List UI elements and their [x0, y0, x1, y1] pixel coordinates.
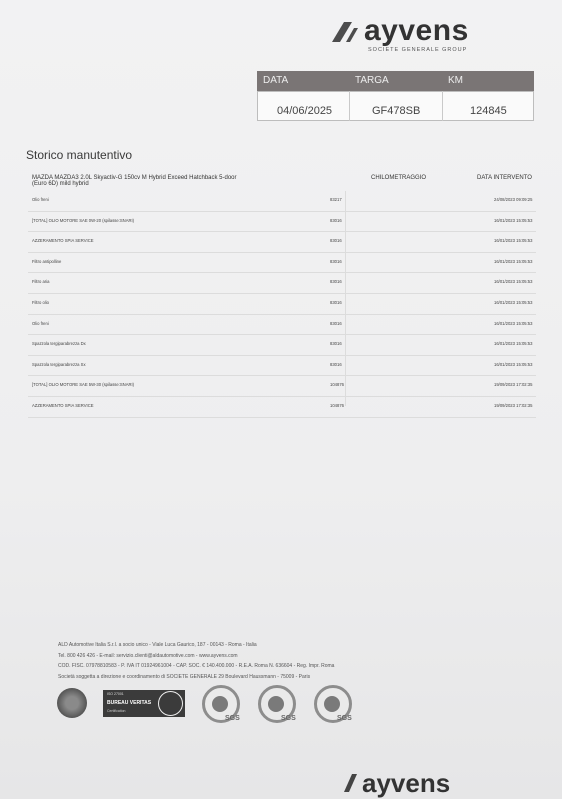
row-km: 83016: [330, 320, 342, 326]
row-date: 16/01/2023 15:05:53: [494, 320, 533, 326]
row-date: 16/01/2023 15:05:53: [494, 299, 533, 305]
accredia-seal-icon: [57, 688, 87, 718]
row-km: 83016: [330, 279, 342, 285]
header-row: [257, 71, 534, 91]
row-km: 83217: [330, 197, 342, 202]
header-table: [257, 71, 534, 121]
row-description: Filtro antipolline: [32, 258, 62, 264]
row-km: 83016: [330, 258, 342, 264]
check-icon: [268, 696, 284, 712]
check-icon: [324, 696, 340, 712]
row-date: 16/01/2023 15:05:53: [494, 238, 533, 244]
ayvens-mark-icon: [344, 772, 360, 792]
bv-standard: ISO 27001: [107, 692, 124, 696]
row-date: 16/01/2023 15:05:53: [494, 217, 533, 223]
row-description: AZZERAMENTO SPIA SERVICE: [32, 402, 94, 408]
table-row: [28, 376, 536, 397]
table-row: [28, 212, 536, 233]
sgs-badge: [256, 684, 300, 726]
bottom-logo: [344, 768, 494, 799]
bv-subtitle: Certification: [107, 709, 126, 713]
row-date: 16/01/2023 15:05:53: [494, 341, 533, 347]
row-date: 24/08/2023 09:09:25: [494, 197, 533, 202]
table-row: [28, 253, 536, 274]
column-header-km: CHILOMETRAGGIO: [371, 175, 427, 181]
row-date: 19/09/2023 17:02:35: [494, 402, 533, 408]
table-row: [28, 273, 536, 294]
sgs-badge: [200, 684, 244, 726]
row-km: 83016: [330, 361, 342, 367]
logo-subtitle: SOCIETE GENERALE GROUP: [368, 47, 468, 53]
table-row: [28, 315, 536, 336]
row-km: 104876: [330, 382, 344, 388]
value-data: 04/06/2025: [277, 105, 333, 117]
company-footer: [58, 640, 388, 682]
check-icon: [212, 696, 228, 712]
row-date: 19/09/2023 17:02:35: [494, 382, 533, 388]
sgs-badge: [312, 684, 356, 726]
header-km: KM: [448, 75, 463, 86]
sgs-label: SGS: [281, 715, 296, 722]
row-description: Olio freni: [32, 320, 49, 326]
vehicle-description: MAZDA MAZDA3 2.0L Skyactiv-G 150cv M Hybrid Exceed Hatchback 5-door (Euro 6D) mild hybrid: [32, 175, 237, 187]
bv-name: BUREAU VERITAS: [107, 700, 152, 706]
bottom-logo-word: ayvens: [362, 768, 451, 798]
footer-line: Tel. 800 426 426 - E-mail: servizio.clienti@aldautomotive.com - www.ayvens.com: [58, 652, 238, 659]
row-date: 16/01/2023 15:05:53: [494, 258, 533, 264]
row-description: Filtro olio: [32, 299, 49, 305]
logo-word: ayvens: [364, 14, 469, 47]
row-km: 104876: [330, 402, 344, 408]
row-km: 83016: [330, 341, 342, 347]
row-description: Filtro aria: [32, 279, 50, 285]
row-description: [TOTAL] OLIO MOTORE SAE 0W-20 (spilasse:SNARI): [32, 217, 135, 223]
column-header-date: DATA INTERVENTO: [477, 175, 532, 181]
header-targa: TARGA: [355, 75, 389, 86]
table-row: [28, 232, 536, 253]
table-row: [28, 294, 536, 315]
row-description: Olio freni: [32, 197, 49, 202]
row-date: 16/01/2023 15:05:53: [494, 279, 533, 285]
footer-line: COD. FISC. 07978810583 - P. IVA IT 01924961004 - CAP. SOC. € 140.400.000 - R.E.A. Roma N. 636604 - Reg. Impr. Roma: [58, 663, 335, 669]
row-description: Spazzola tergiparabrezza Dx: [32, 341, 86, 347]
table-row: [28, 397, 536, 418]
row-description: [TOTAL] OLIO MOTORE SAE 5W-30 (spilasse:SNARI): [32, 382, 135, 388]
divider: [442, 91, 443, 121]
table-row: [28, 356, 536, 377]
value-targa: GF478SB: [372, 105, 421, 117]
table-row: [28, 191, 536, 212]
header-data: DATA: [263, 75, 289, 86]
bv-seal-icon: [158, 691, 183, 716]
sgs-label: SGS: [337, 715, 352, 722]
row-description: AZZERAMENTO SPIA SERVICE: [32, 238, 94, 244]
maintenance-table: [28, 191, 536, 418]
row-date: 16/01/2023 15:05:53: [494, 361, 533, 367]
ayvens-logo: [332, 14, 492, 58]
row-km: 83016: [330, 217, 342, 223]
certifications: [55, 684, 375, 729]
bureau-veritas-badge: [103, 690, 185, 717]
footer-line: ALD Automotive Italia S.r.l. a socio unico - Viale Luca Gaurico, 187 - 00143 - Roma - Italia: [58, 642, 257, 648]
divider: [349, 91, 350, 121]
ayvens-mark-icon: [332, 22, 360, 42]
row-km: 83016: [330, 238, 342, 244]
value-km: 124845: [470, 105, 507, 117]
sgs-label: SGS: [225, 715, 240, 722]
footer-line: Società soggetta a direzione e coordinamento di SOCIETE GENERALE 29 Boulevard Haussmann - 75009 - Paris: [58, 673, 311, 680]
section-title: Storico manutentivo: [26, 148, 133, 162]
row-km: 83016: [330, 299, 342, 305]
table-row: [28, 335, 536, 356]
row-description: Spazzola tergiparabrezza Sx: [32, 361, 86, 367]
